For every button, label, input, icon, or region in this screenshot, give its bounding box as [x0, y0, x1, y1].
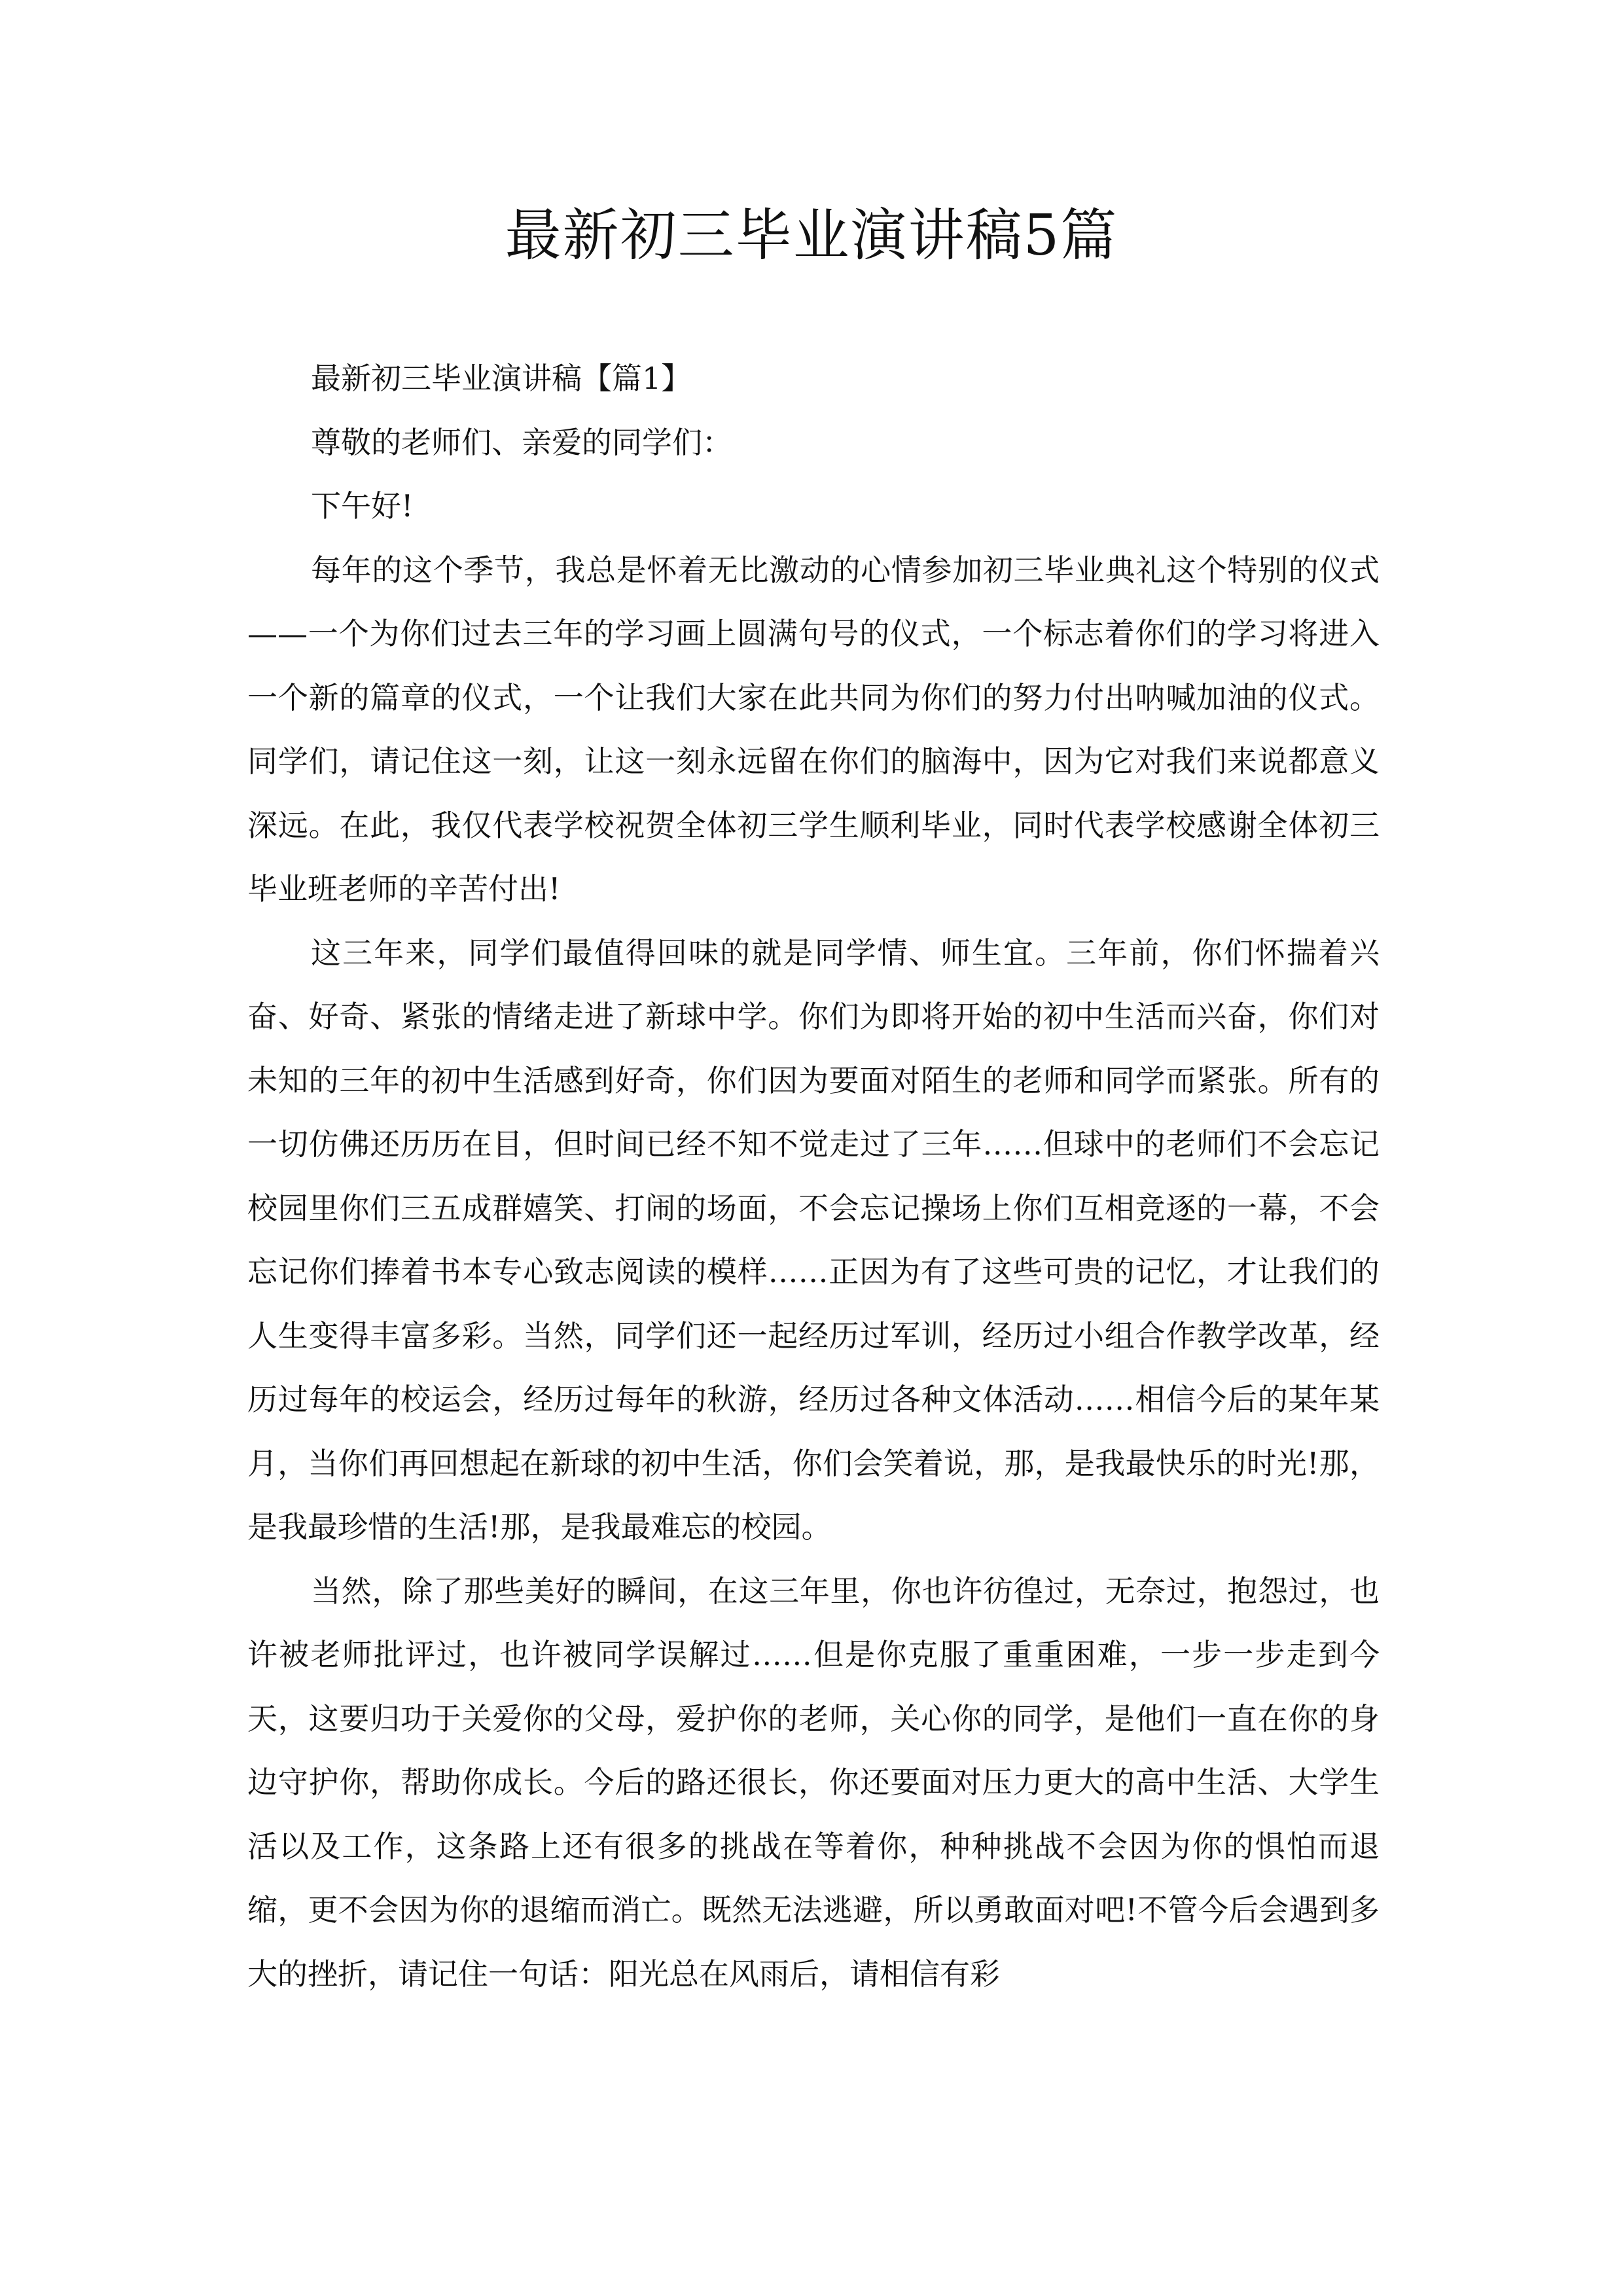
section-heading: 最新初三毕业演讲稿【篇1】: [311, 361, 692, 396]
body-paragraph: 每年的这个季节，我总是怀着无比激动的心情参加初三毕业典礼这个特别的仪式——一个为你们过去三年的学习画上圆满句号的仪式，一个标志着你们的学习将进入一个新的篇章的仪式，一个让我们大家在此共同为你们的努力付出呐喊加油的仪式。同学们，请记住这一刻，让这一刻永远留在你们的脑海中，因为它对我们来说都意义深远。在此，我仅代表学校祝贺全体初三学生顺利毕业，同时代表学校感谢全体初三毕业班老师的辛苦付出!: [247, 552, 1380, 906]
greeting: 下午好!: [311, 488, 414, 524]
salutation: 尊敬的老师们、亲爱的同学们：: [311, 424, 732, 460]
body-paragraph: 这三年来，同学们最值得回味的就是同学情、师生宜。三年前，你们怀揣着兴奋、好奇、紧张的情绪走进了新球中学。你们为即将开始的初中生活而兴奋，你们对未知的三年的初中生活感到好奇，你们因为要面对陌生的老师和同学而紧张。所有的一切仿佛还历历在目，但时间已经不知不觉走过了三年……但球中的老师们不会忘记校园里你们三五成群嬉笑、打闹的场面，不会忘记操场上你们互相竞逐的一幕，不会忘记你们捧着书本专心致志阅读的模样……正因为有了这些可贵的记忆，才让我们的人生变得丰富多彩。当然，同学们还一起经历过军训，经历过小组合作教学改革，经历过每年的校运会，经历过每年的秋游，经历过各种文体活动……相信今后的某年某月，当你们再回想起在新球的初中生活，你们会笑着说，那，是我最快乐的时光!那，是我最珍惜的生活!那，是我最难忘的校园。: [247, 935, 1380, 1545]
document-body: [247, 347, 1380, 2006]
document-title: 最新初三毕业演讲稿5篇: [505, 203, 1118, 268]
body-paragraph: 当然，除了那些美好的瞬间，在这三年里，你也许彷徨过，无奈过，抱怨过，也许被老师批评过，也许被同学误解过……但是你克服了重重困难，一步一步走到今天，这要归功于关爱你的父母，爱护你的老师，关心你的同学，是他们一直在你的身边守护你，帮助你成长。今后的路还很长，你还要面对压力更大的高中生活、大学生活以及工作，这条路上还有很多的挑战在等着你，种种挑战不会因为你的惧怕而退缩，更不会因为你的退缩而消亡。既然无法逃避，所以勇敢面对吧!不管今后会遇到多大的挫折，请记住一句话：阳光总在风雨后，请相信有彩: [247, 1573, 1380, 1992]
